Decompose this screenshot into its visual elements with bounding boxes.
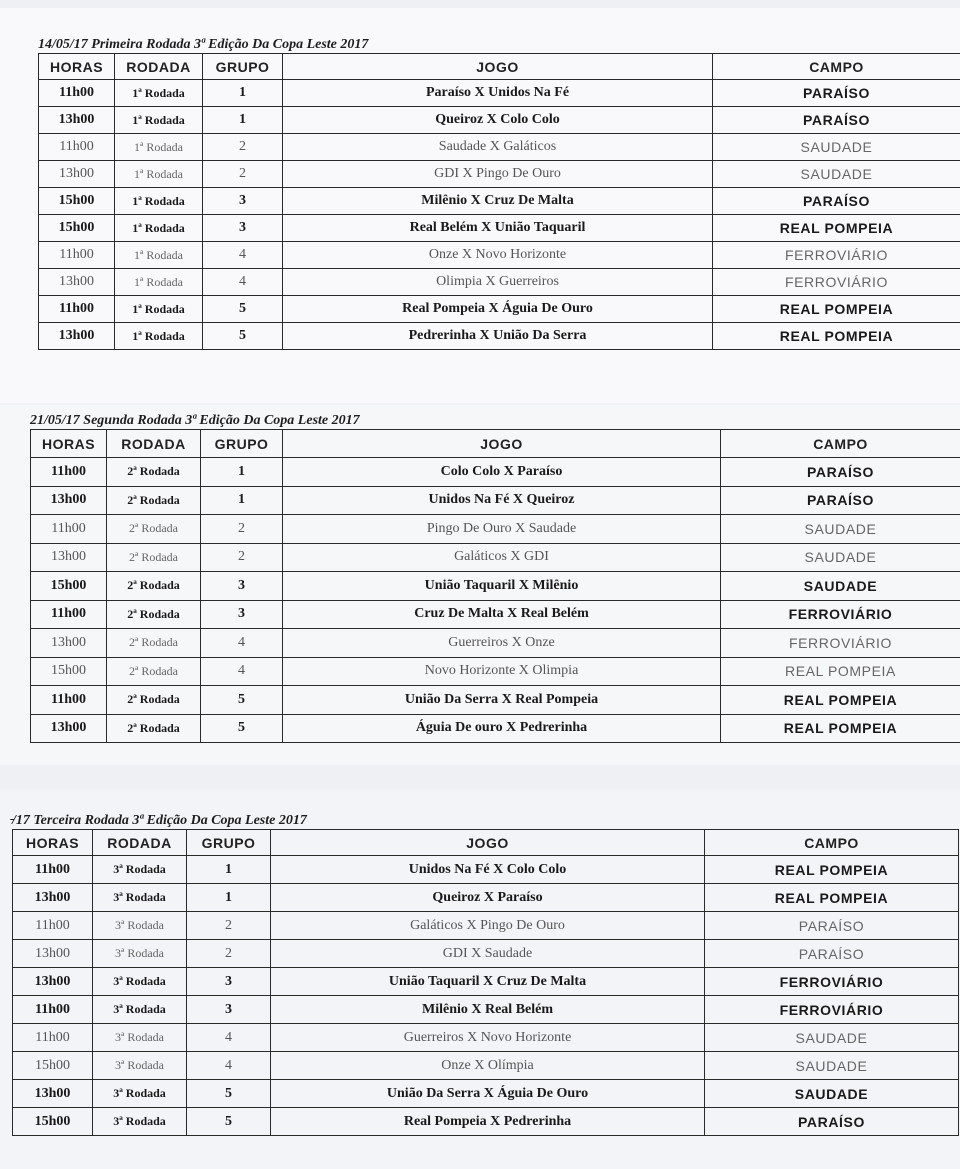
- table-row: [31, 714, 960, 743]
- header-row: [13, 830, 959, 856]
- cell-jogo: GDI X Saudade: [271, 940, 705, 968]
- cell-grupo: 5: [203, 296, 283, 323]
- cell-hora: 13h00: [13, 940, 93, 968]
- table-row: [39, 161, 960, 188]
- round-heading: 14/05/17 Primeira Rodada 3ª Edição Da Copa Leste 2017: [38, 37, 369, 52]
- cell-rodada: 2ª Rodada: [107, 629, 201, 658]
- cell-rodada: 2ª Rodada: [107, 686, 201, 715]
- cell-jogo: Novo Horizonte X Olimpia: [283, 657, 721, 686]
- cell-rodada: 1ª Rodada: [115, 296, 203, 323]
- table-row: [31, 657, 960, 686]
- cell-hora: 11h00: [31, 600, 107, 629]
- cell-jogo: Unidos Na Fé X Queiroz: [283, 486, 721, 515]
- cell-campo: REAL POMPEIA: [705, 884, 959, 912]
- cell-jogo: Guerreiros X Onze: [283, 629, 721, 658]
- table-row: [31, 486, 960, 515]
- cell-jogo: Queiroz X Colo Colo: [283, 107, 713, 134]
- cell-grupo: 5: [201, 714, 283, 743]
- cell-campo: REAL POMPEIA: [721, 686, 960, 715]
- cell-grupo: 4: [203, 242, 283, 269]
- cell-campo: FERROVIÁRIO: [721, 600, 960, 629]
- cell-rodada: 3ª Rodada: [93, 940, 187, 968]
- cell-jogo: Paraíso X Unidos Na Fé: [283, 80, 713, 107]
- cell-grupo: 5: [187, 1080, 271, 1108]
- cell-campo: REAL POMPEIA: [713, 323, 960, 350]
- cell-jogo: Galáticos X GDI: [283, 543, 721, 572]
- cell-jogo: Real Pompeia X Pedrerinha: [271, 1108, 705, 1136]
- cell-campo: SAUDADE: [705, 1052, 959, 1080]
- cell-hora: 13h00: [31, 543, 107, 572]
- cell-grupo: 2: [203, 161, 283, 188]
- cell-grupo: 1: [203, 80, 283, 107]
- table-body: [13, 856, 959, 1136]
- cell-campo: SAUDADE: [713, 161, 960, 188]
- table-row: [13, 968, 959, 996]
- cell-jogo: Guerreiros X Novo Horizonte: [271, 1024, 705, 1052]
- cell-campo: PARAÍSO: [705, 912, 959, 940]
- cell-campo: PARAÍSO: [713, 188, 960, 215]
- cell-jogo: Real Pompeia X Águia De Ouro: [283, 296, 713, 323]
- cell-grupo: 1: [187, 856, 271, 884]
- cell-rodada: 1ª Rodada: [115, 242, 203, 269]
- round-heading: ̵/17 Terceira Rodada 3ª Edição Da Copa Leste 2017: [12, 813, 307, 828]
- cell-campo: PARAÍSO: [713, 107, 960, 134]
- cell-campo: SAUDADE: [705, 1024, 959, 1052]
- cell-hora: 13h00: [31, 629, 107, 658]
- cell-hora: 11h00: [31, 458, 107, 487]
- col-rodada: RODADA: [115, 54, 203, 80]
- round-3-section: [12, 812, 959, 1136]
- cell-jogo: União Taquaril X Milênio: [283, 572, 721, 601]
- cell-grupo: 4: [187, 1024, 271, 1052]
- round-heading: 21/05/17 Segunda Rodada 3ª Edição Da Copa Leste 2017: [30, 413, 360, 428]
- col-rodada: RODADA: [93, 830, 187, 856]
- cell-rodada: 2ª Rodada: [107, 515, 201, 544]
- cell-hora: 13h00: [13, 1080, 93, 1108]
- table-row: [39, 323, 960, 350]
- cell-campo: REAL POMPEIA: [721, 714, 960, 743]
- table-body: [31, 458, 960, 743]
- cell-jogo: Queiroz X Paraíso: [271, 884, 705, 912]
- cell-campo: FERROVIÁRIO: [721, 629, 960, 658]
- cell-rodada: 3ª Rodada: [93, 996, 187, 1024]
- cell-jogo: Milênio X Cruz De Malta: [283, 188, 713, 215]
- cell-jogo: Onze X Olímpia: [271, 1052, 705, 1080]
- table-row: [31, 458, 960, 487]
- table-row: [31, 572, 960, 601]
- cell-hora: 15h00: [13, 1108, 93, 1136]
- cell-hora: 13h00: [39, 107, 115, 134]
- cell-campo: PARAÍSO: [713, 80, 960, 107]
- header-row: [39, 54, 960, 80]
- cell-hora: 11h00: [13, 912, 93, 940]
- table-body: [39, 80, 960, 350]
- cell-grupo: 4: [201, 629, 283, 658]
- cell-rodada: 3ª Rodada: [93, 1024, 187, 1052]
- cell-rodada: 3ª Rodada: [93, 884, 187, 912]
- col-horas: HORAS: [13, 830, 93, 856]
- table-row: [13, 1024, 959, 1052]
- cell-grupo: 2: [203, 134, 283, 161]
- cell-jogo: Pingo De Ouro X Saudade: [283, 515, 721, 544]
- cell-campo: REAL POMPEIA: [721, 657, 960, 686]
- table-row: [31, 686, 960, 715]
- cell-grupo: 1: [201, 486, 283, 515]
- table-row: [39, 215, 960, 242]
- col-grupo: GRUPO: [203, 54, 283, 80]
- cell-campo: SAUDADE: [721, 515, 960, 544]
- cell-hora: 11h00: [39, 80, 115, 107]
- cell-rodada: 3ª Rodada: [93, 912, 187, 940]
- col-grupo: GRUPO: [187, 830, 271, 856]
- cell-rodada: 3ª Rodada: [93, 968, 187, 996]
- cell-hora: 15h00: [13, 1052, 93, 1080]
- cell-hora: 13h00: [39, 269, 115, 296]
- cell-rodada: 3ª Rodada: [93, 856, 187, 884]
- cell-rodada: 1ª Rodada: [115, 215, 203, 242]
- cell-campo: PARAÍSO: [705, 1108, 959, 1136]
- cell-jogo: Colo Colo X Paraíso: [283, 458, 721, 487]
- cell-rodada: 1ª Rodada: [115, 269, 203, 296]
- cell-grupo: 3: [203, 215, 283, 242]
- cell-hora: 13h00: [39, 161, 115, 188]
- col-campo: CAMPO: [721, 430, 960, 458]
- round-1-section: [38, 36, 960, 350]
- cell-rodada: 2ª Rodada: [107, 543, 201, 572]
- cell-campo: FERROVIÁRIO: [713, 269, 960, 296]
- cell-grupo: 5: [203, 323, 283, 350]
- cell-jogo: Onze X Novo Horizonte: [283, 242, 713, 269]
- cell-campo: SAUDADE: [713, 134, 960, 161]
- cell-campo: SAUDADE: [705, 1080, 959, 1108]
- cell-hora: 15h00: [39, 215, 115, 242]
- cell-hora: 11h00: [13, 856, 93, 884]
- cell-jogo: União Da Serra X Real Pompeia: [283, 686, 721, 715]
- cell-jogo: Real Belém X União Taquaril: [283, 215, 713, 242]
- cell-hora: 11h00: [31, 686, 107, 715]
- cell-rodada: 3ª Rodada: [93, 1080, 187, 1108]
- cell-campo: REAL POMPEIA: [713, 296, 960, 323]
- cell-campo: FERROVIÁRIO: [705, 968, 959, 996]
- table-row: [39, 134, 960, 161]
- cell-rodada: 2ª Rodada: [107, 486, 201, 515]
- schedule-table: [38, 53, 960, 350]
- cell-rodada: 2ª Rodada: [107, 600, 201, 629]
- cell-rodada: 1ª Rodada: [115, 134, 203, 161]
- table-row: [13, 940, 959, 968]
- cell-grupo: 1: [201, 458, 283, 487]
- cell-campo: FERROVIÁRIO: [705, 996, 959, 1024]
- table-row: [13, 1052, 959, 1080]
- cell-grupo: 4: [187, 1052, 271, 1080]
- cell-jogo: União Da Serra X Águia De Ouro: [271, 1080, 705, 1108]
- round-2-section: [30, 412, 960, 743]
- cell-hora: 11h00: [13, 996, 93, 1024]
- cell-jogo: Galáticos X Pingo De Ouro: [271, 912, 705, 940]
- cell-campo: FERROVIÁRIO: [713, 242, 960, 269]
- cell-grupo: 1: [187, 884, 271, 912]
- table-row: [31, 515, 960, 544]
- cell-campo: PARAÍSO: [721, 486, 960, 515]
- cell-hora: 11h00: [31, 515, 107, 544]
- cell-rodada: 3ª Rodada: [93, 1108, 187, 1136]
- col-rodada: RODADA: [107, 430, 201, 458]
- table-row: [13, 996, 959, 1024]
- cell-rodada: 3ª Rodada: [93, 1052, 187, 1080]
- cell-grupo: 3: [187, 968, 271, 996]
- cell-hora: 11h00: [13, 1024, 93, 1052]
- cell-rodada: 1ª Rodada: [115, 161, 203, 188]
- table-row: [13, 856, 959, 884]
- cell-jogo: Olimpia X Guerreiros: [283, 269, 713, 296]
- col-horas: HORAS: [39, 54, 115, 80]
- table-row: [39, 80, 960, 107]
- cell-rodada: 2ª Rodada: [107, 657, 201, 686]
- cell-campo: PARAÍSO: [705, 940, 959, 968]
- cell-grupo: 2: [201, 543, 283, 572]
- col-jogo: JOGO: [283, 54, 713, 80]
- cell-jogo: Águia De ouro X Pedrerinha: [283, 714, 721, 743]
- table-row: [39, 269, 960, 296]
- cell-hora: 13h00: [39, 323, 115, 350]
- cell-campo: REAL POMPEIA: [705, 856, 959, 884]
- cell-jogo: GDI X Pingo De Ouro: [283, 161, 713, 188]
- schedule-table: [30, 429, 960, 743]
- cell-grupo: 2: [201, 515, 283, 544]
- schedule-table: [12, 829, 959, 1136]
- cell-rodada: 2ª Rodada: [107, 572, 201, 601]
- cell-hora: 11h00: [39, 296, 115, 323]
- col-horas: HORAS: [31, 430, 107, 458]
- table-row: [13, 884, 959, 912]
- col-campo: CAMPO: [713, 54, 960, 80]
- cell-hora: 15h00: [31, 657, 107, 686]
- cell-grupo: 3: [203, 188, 283, 215]
- cell-campo: REAL POMPEIA: [713, 215, 960, 242]
- cell-grupo: 5: [201, 686, 283, 715]
- cell-hora: 11h00: [39, 242, 115, 269]
- table-row: [13, 1080, 959, 1108]
- cell-jogo: Milênio X Real Belém: [271, 996, 705, 1024]
- cell-grupo: 2: [187, 912, 271, 940]
- table-row: [31, 543, 960, 572]
- cell-hora: 15h00: [31, 572, 107, 601]
- cell-grupo: 3: [201, 572, 283, 601]
- cell-grupo: 1: [203, 107, 283, 134]
- cell-hora: 13h00: [13, 884, 93, 912]
- cell-grupo: 3: [201, 600, 283, 629]
- cell-grupo: 3: [187, 996, 271, 1024]
- cell-rodada: 1ª Rodada: [115, 188, 203, 215]
- col-grupo: GRUPO: [201, 430, 283, 458]
- cell-jogo: Saudade X Galáticos: [283, 134, 713, 161]
- cell-grupo: 4: [203, 269, 283, 296]
- cell-hora: 13h00: [13, 968, 93, 996]
- table-row: [39, 296, 960, 323]
- table-row: [31, 629, 960, 658]
- table-row: [39, 242, 960, 269]
- cell-jogo: Unidos Na Fé X Colo Colo: [271, 856, 705, 884]
- col-jogo: JOGO: [283, 430, 721, 458]
- cell-jogo: União Taquaril X Cruz De Malta: [271, 968, 705, 996]
- table-row: [39, 188, 960, 215]
- cell-rodada: 1ª Rodada: [115, 323, 203, 350]
- cell-rodada: 1ª Rodada: [115, 107, 203, 134]
- col-jogo: JOGO: [271, 830, 705, 856]
- header-row: [31, 430, 960, 458]
- cell-hora: 15h00: [39, 188, 115, 215]
- table-row: [13, 912, 959, 940]
- cell-rodada: 2ª Rodada: [107, 458, 201, 487]
- cell-campo: SAUDADE: [721, 572, 960, 601]
- cell-hora: 11h00: [39, 134, 115, 161]
- table-row: [13, 1108, 959, 1136]
- cell-rodada: 2ª Rodada: [107, 714, 201, 743]
- cell-grupo: 4: [201, 657, 283, 686]
- cell-campo: SAUDADE: [721, 543, 960, 572]
- cell-rodada: 1ª Rodada: [115, 80, 203, 107]
- table-row: [39, 107, 960, 134]
- cell-grupo: 2: [187, 940, 271, 968]
- cell-hora: 13h00: [31, 486, 107, 515]
- cell-grupo: 5: [187, 1108, 271, 1136]
- cell-campo: PARAÍSO: [721, 458, 960, 487]
- col-campo: CAMPO: [705, 830, 959, 856]
- table-row: [31, 600, 960, 629]
- cell-hora: 13h00: [31, 714, 107, 743]
- cell-jogo: Pedrerinha X União Da Serra: [283, 323, 713, 350]
- cell-jogo: Cruz De Malta X Real Belém: [283, 600, 721, 629]
